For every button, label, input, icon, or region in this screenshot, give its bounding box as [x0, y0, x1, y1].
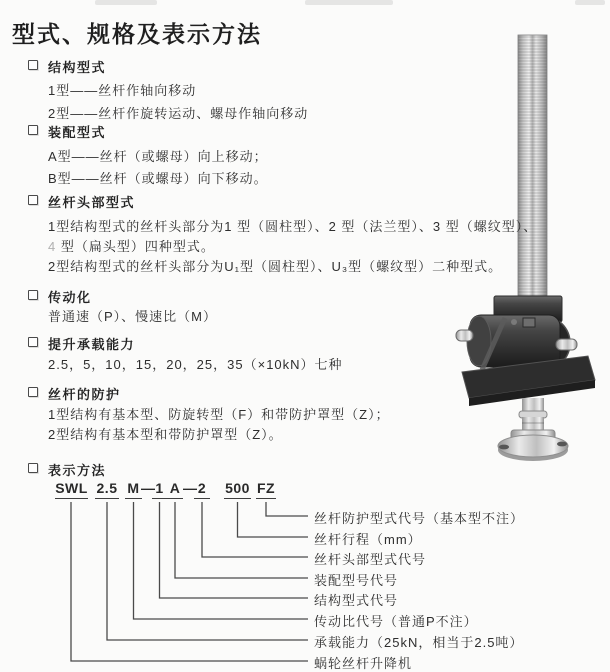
section-line: B型——丝杆（或螺母）向下移动。: [48, 171, 268, 186]
callout-load-capacity: 承载能力（25kN，相当于2.5吨）: [314, 635, 524, 650]
section-screw-protection: [28, 384, 121, 403]
section-structure-type: [28, 57, 106, 76]
callout-screw-head-code: 丝杆头部型式代号: [314, 552, 427, 567]
callout-structure-code: 结构型式代号: [314, 593, 399, 608]
section-heading: 传动化: [48, 290, 92, 305]
section-line: 2.5，5，10，15，20，25，35（×10kN）七种: [48, 357, 343, 372]
page-title: 型式、规格及表示方法: [12, 21, 262, 47]
square-bullet-icon: [28, 195, 38, 205]
code-token-ratio: M: [125, 481, 142, 499]
callout-product-name: 蜗轮丝杆升降机: [314, 656, 413, 671]
code-token-travel: 500: [224, 481, 251, 499]
section-line: 1型——丝杆作轴向移动: [48, 83, 197, 98]
square-bullet-icon: [28, 290, 38, 300]
square-bullet-icon: [28, 60, 38, 70]
callout-assembly-code: 装配型号代号: [314, 573, 399, 588]
section-heading: 装配型式: [48, 125, 107, 140]
callout-ratio-code: 传动比代号（普通P不注）: [314, 614, 478, 629]
section-designation-method: [28, 460, 106, 479]
section-line: 2型——丝杆作旋转运动、螺母作轴向移动: [48, 106, 309, 121]
section-line: 1型结构有基本型、防旋转型（F）和带防护罩型（Z）；: [48, 407, 390, 422]
section-screw-head-type: [28, 192, 135, 211]
square-bullet-icon: [28, 125, 38, 135]
section-heading: 结构型式: [48, 60, 107, 75]
section-heading: 丝杆头部型式: [48, 195, 136, 210]
scan-crop-artifact: [95, 0, 157, 5]
section-load-capacity: [28, 334, 135, 353]
section-line: [48, 236, 215, 255]
code-token-assembly: A: [167, 481, 183, 499]
code-dash: —: [141, 480, 155, 496]
code-token-protection: FZ: [256, 481, 276, 499]
section-line: 2型结构型式的丝杆头部分为U₁型（圆柱型）、U₃型（螺纹型）二种型式。: [48, 259, 503, 274]
square-bullet-icon: [28, 387, 38, 397]
faded-digit: 4: [48, 239, 57, 254]
section-heading: 提升承载能力: [48, 337, 136, 352]
code-dash: —: [183, 480, 197, 496]
section-line-rest: 型（扁头型）四种型式。: [56, 239, 215, 254]
section-line: A型——丝杆（或螺母）向上移动；: [48, 149, 268, 164]
screw-jack-photo: [410, 0, 610, 470]
section-transmission: [28, 287, 92, 306]
callout-screw-protection-code: 丝杆防护型式代号（基本型不注）: [314, 511, 525, 526]
code-token-structure: 1: [152, 481, 167, 499]
code-token-capacity: 2.5: [95, 481, 119, 499]
code-token-head: 2: [194, 481, 210, 499]
code-token-series: SWL: [55, 481, 88, 499]
square-bullet-icon: [28, 337, 38, 347]
section-heading: 丝杆的防护: [48, 387, 121, 402]
section-line: 普通速（P）、慢速比（M）: [48, 309, 218, 324]
section-line: 1型结构型式的丝杆头部分为1 型（圆柱型）、2 型（法兰型）、3 型（螺纹型）、: [48, 219, 538, 234]
section-heading: 表示方法: [48, 463, 107, 478]
scan-crop-artifact: [305, 0, 393, 5]
section-assembly-type: [28, 122, 106, 141]
section-line: 2型结构有基本型和带防护罩型（Z）。: [48, 427, 283, 442]
square-bullet-icon: [28, 463, 38, 473]
callout-screw-travel: 丝杆行程（mm）: [314, 532, 422, 547]
